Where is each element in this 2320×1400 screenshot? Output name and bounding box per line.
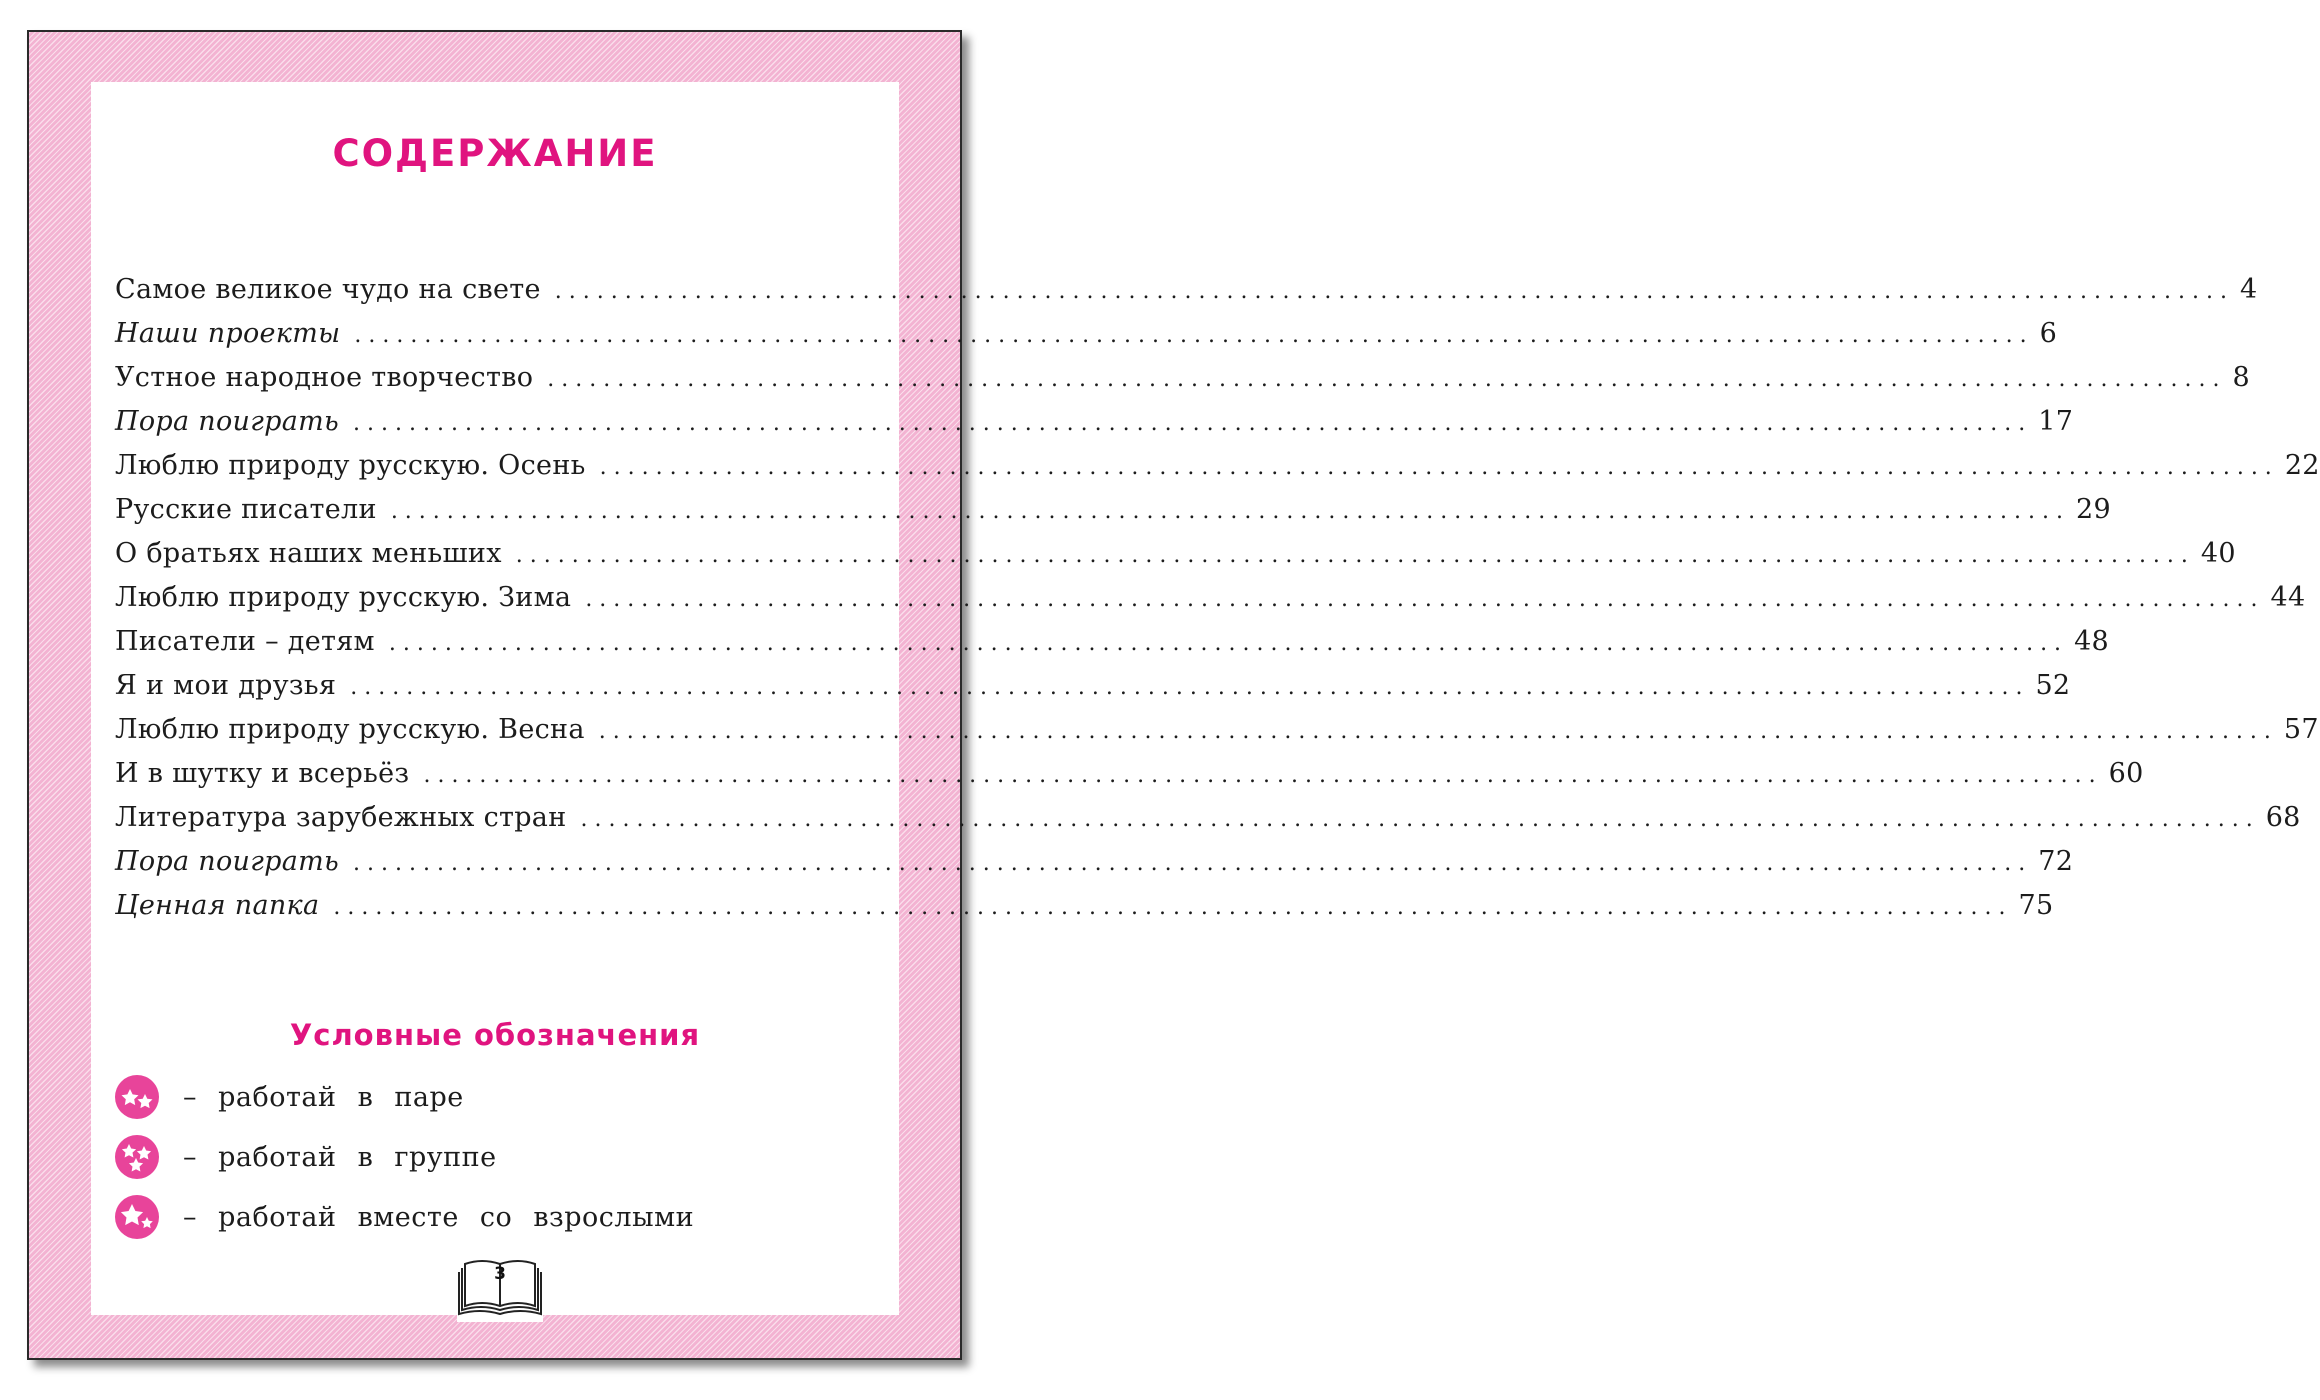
toc-entry-title: Пора поиграть — [115, 406, 340, 437]
toc-leader-dots: ........................................................................................................................ — [547, 367, 2227, 392]
toc-entry-page: 75 — [2018, 890, 2054, 921]
toc-leader-dots: ........................................................................................................................ — [515, 543, 2195, 568]
toc-leader-dots: ........................................................................................................................ — [350, 675, 2030, 700]
page-frame — [27, 30, 2320, 1360]
toc-entry-title: Писатели – детям — [115, 626, 375, 657]
toc-leader-dots: ........................................................................................................................ — [599, 455, 2279, 480]
toc-entry-page: 8 — [2232, 362, 2250, 393]
toc-leader-dots: ........................................................................................................................ — [353, 411, 2033, 436]
toc-entry — [115, 356, 2250, 400]
toc-entry — [115, 488, 2111, 532]
toc-leader-dots: ........................................................................................................................ — [353, 851, 2033, 876]
toc-leader-dots: ........................................................................................................................ — [390, 499, 2070, 524]
page-number: 3 — [494, 1264, 506, 1284]
table-of-contents — [115, 268, 2320, 928]
legend-list — [115, 1067, 694, 1247]
toc-leader-dots: ........................................................................................................................ — [554, 279, 2234, 304]
toc-entry-page: 17 — [2038, 406, 2074, 437]
toc-entry-page: 44 — [2270, 582, 2306, 613]
page-number-badge — [457, 1254, 543, 1322]
toc-entry — [115, 268, 2258, 312]
toc-leader-dots: ........................................................................................................................ — [388, 631, 2069, 656]
legend-item — [115, 1067, 694, 1127]
toc-entry-page: 4 — [2239, 274, 2258, 305]
legend-text: – работай в группе — [183, 1141, 497, 1173]
toc-entry-page: 22 — [2284, 450, 2320, 481]
content-panel — [91, 82, 2320, 1315]
toc-entry-title: Самое великое чудо на свете — [115, 274, 541, 305]
toc-entry — [115, 532, 2236, 576]
toc-entry — [115, 620, 2110, 664]
toc-entry-title: Устное народное творчество — [115, 362, 534, 393]
legend-text: – работай вместе со взрослыми — [183, 1201, 695, 1233]
legend-item — [115, 1127, 694, 1187]
toc-leader-dots: ........................................................................................................................ — [333, 895, 2013, 920]
toc-entry-page: 40 — [2200, 538, 2236, 569]
big-star-icon — [115, 1195, 159, 1239]
legend-title: Условные обозначения — [289, 1018, 701, 1052]
toc-entry-title: Я и мои друзья — [115, 670, 337, 701]
toc-entry-page: 57 — [2283, 714, 2319, 745]
two-stars-icon — [115, 1075, 159, 1119]
legend-item — [115, 1187, 694, 1247]
toc-leader-dots: ........................................................................................................................ — [423, 763, 2103, 788]
toc-entry — [115, 576, 2306, 620]
toc-entry — [115, 312, 2058, 356]
toc-entry — [115, 840, 2074, 884]
toc-leader-dots: ........................................................................................................................ — [580, 807, 2260, 832]
toc-leader-dots: ........................................................................................................................ — [585, 587, 2265, 612]
toc-entry-page: 29 — [2076, 494, 2111, 525]
toc-entry — [115, 444, 2320, 488]
page-title: СОДЕРЖАНИЕ — [332, 132, 658, 175]
legend-text: – работай в паре — [183, 1081, 464, 1113]
toc-entry-title: Люблю природу русскую. Осень — [115, 450, 586, 481]
toc-entry — [115, 796, 2301, 840]
toc-entry-title: Наши проекты — [115, 318, 341, 349]
toc-leader-dots: ........................................................................................................................ — [598, 719, 2278, 744]
toc-entry-page: 48 — [2074, 626, 2110, 657]
toc-entry-title: Люблю природу русскую. Весна — [115, 714, 585, 745]
toc-entry-page: 68 — [2265, 802, 2301, 833]
toc-entry — [115, 884, 2054, 928]
three-stars-icon — [115, 1135, 159, 1179]
toc-entry-page: 72 — [2038, 846, 2074, 877]
toc-entry-page: 6 — [2039, 318, 2058, 349]
toc-entry — [115, 752, 2144, 796]
toc-entry-title: Русские писатели — [115, 494, 377, 525]
toc-entry — [115, 400, 2074, 444]
toc-entry-title: Ценная папка — [115, 890, 320, 921]
toc-entry-title: О братьях наших меньших — [115, 538, 502, 569]
toc-entry-page: 52 — [2035, 670, 2071, 701]
toc-entry — [115, 664, 2071, 708]
toc-entry-page: 60 — [2108, 758, 2144, 789]
toc-entry-title: Литература зарубежных стран — [115, 802, 567, 833]
toc-entry — [115, 708, 2319, 752]
toc-entry-title: Люблю природу русскую. Зима — [115, 582, 572, 613]
toc-leader-dots: ........................................................................................................................ — [354, 323, 2034, 348]
toc-entry-title: Пора поиграть — [115, 846, 340, 877]
toc-entry-title: И в шутку и всерьёз — [115, 758, 410, 789]
